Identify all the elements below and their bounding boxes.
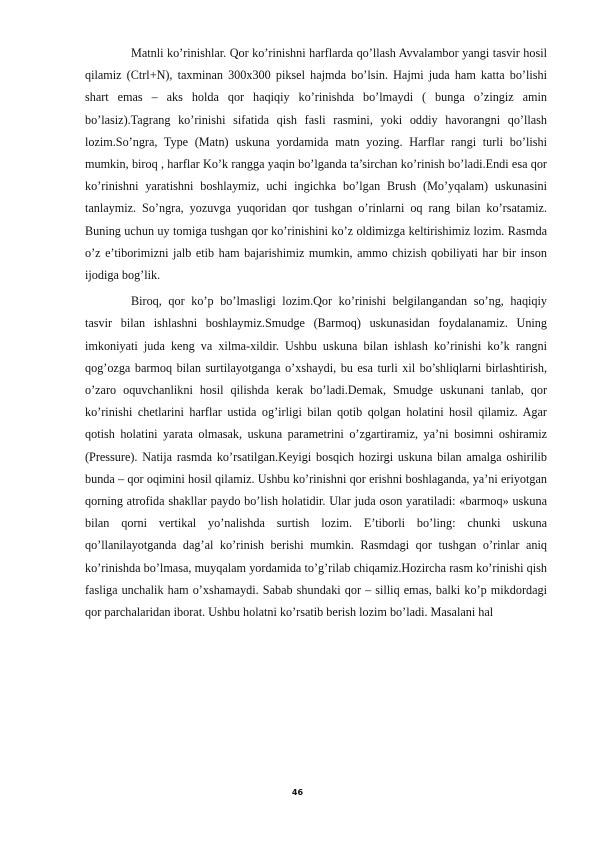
page-number: 46	[291, 788, 304, 797]
body-text	[85, 42, 547, 623]
paragraph-1: Matnli ko’rinishlar. Qor ko’rinishni harflarda qo’llash Avvalambor yangi tasvir hosil qilamiz (Ctrl+N), taxminan 300x300 piksel hajmda bo’lsin. Hajmi juda ham katta bo’lishi shart emas – aks holda qor haqiqiy ko’rinishda bo’lmaydi ( bunga o’zingiz amin bo’lasiz).Tagrang ko’rinishi sifatida qish fasli rasmini, yoki oddiy havorangni qo’llash lozim.So’ngra, Type (Matn) uskuna yordamida matn yozing. Harflar rangi turli bo’lishi mumkin, biroq , harflar Ko’k rangga yaqin bo’lganda ta’sirchan ko’rinish bo’ladi.Endi esa qor ko’rinishni yaratishni boshlaymiz, uchi ingichka bo’lgan Brush (Mo’yqalam) uskunasini tanlaymiz. So’ngra, yozuvga yuqoridan qor tushgan o’rinlarni oq rang bilan ko’rsatamiz. Buning uchun uy tomiga tushgan qor ko’rinishini ko’z oldimizga keltirishimiz lozim. Rasmda o’z e’tiborimizni jalb etib ham bajarishimiz mumkin, ammo chizish qobiliyati har bir inson ijodiga bog’lik.	[85, 46, 547, 283]
paragraph-2: Biroq, qor ko’p bo’lmasligi lozim.Qor ko’rinishi belgilangandan so’ng, haqiqiy tasvir bilan ishlashni boshlaymiz.Smudge (Barmoq) uskunasidan foydalanamiz. Uning imkoniyati juda keng va xilma-xildir. Ushbu uskuna bilan ishlash ko’rinishi ko’k rangni qog’ozga barmoq bilan surtilayotganga o’xshaydi, bu esa turli xil bo’shliqlarni birlashtirish, o’zaro oquvchanlikni hosil qilishda kerak bo’ladi.Demak, Smudge uskunani tanlab, qor ko’rinishi chetlarini harflar ustida og’irligi bilan qotib qolgan holatini hosil qilamiz. Agar qotish holatini yarata olmasak, uskuna parametrini o’zgartiramiz, ya’ni bosimni oshiramiz (Pressure). Natija rasmda ko’rsatilgan.Keyigi bosqich hozirgi uskuna bilan amalga oshirilib bunda – qor oqimini hosil qilamiz. Ushbu ko’rinishni qor erishni boshlaganda, ya’ni eriyotgan qorning atrofida shakllar paydo bo’lish holatidir. Ular juda oson yaratiladi: «barmoq» uskuna bilan qorni vertikal yo’nalishda surtish lozim. E’tiborli bo’ling: chunki uskuna qo’llanilayotganda dag’al ko’rinish berishi mumkin. Rasmdagi qor tushgan o’rinlar aniq ko’rinishda bo’lmasa, muyqalam yordamida to’g’rilab chiqamiz.Hozircha rasm ko’rinishi qish fasliga unchalik ham o’xshamaydi. Sabab shundaki qor – silliq emas, balki ko’p mikdordagi qor parchalaridan iborat. Ushbu holatni ko’rsatib berish lozim bo’ladi. Masalani hal	[85, 294, 547, 620]
